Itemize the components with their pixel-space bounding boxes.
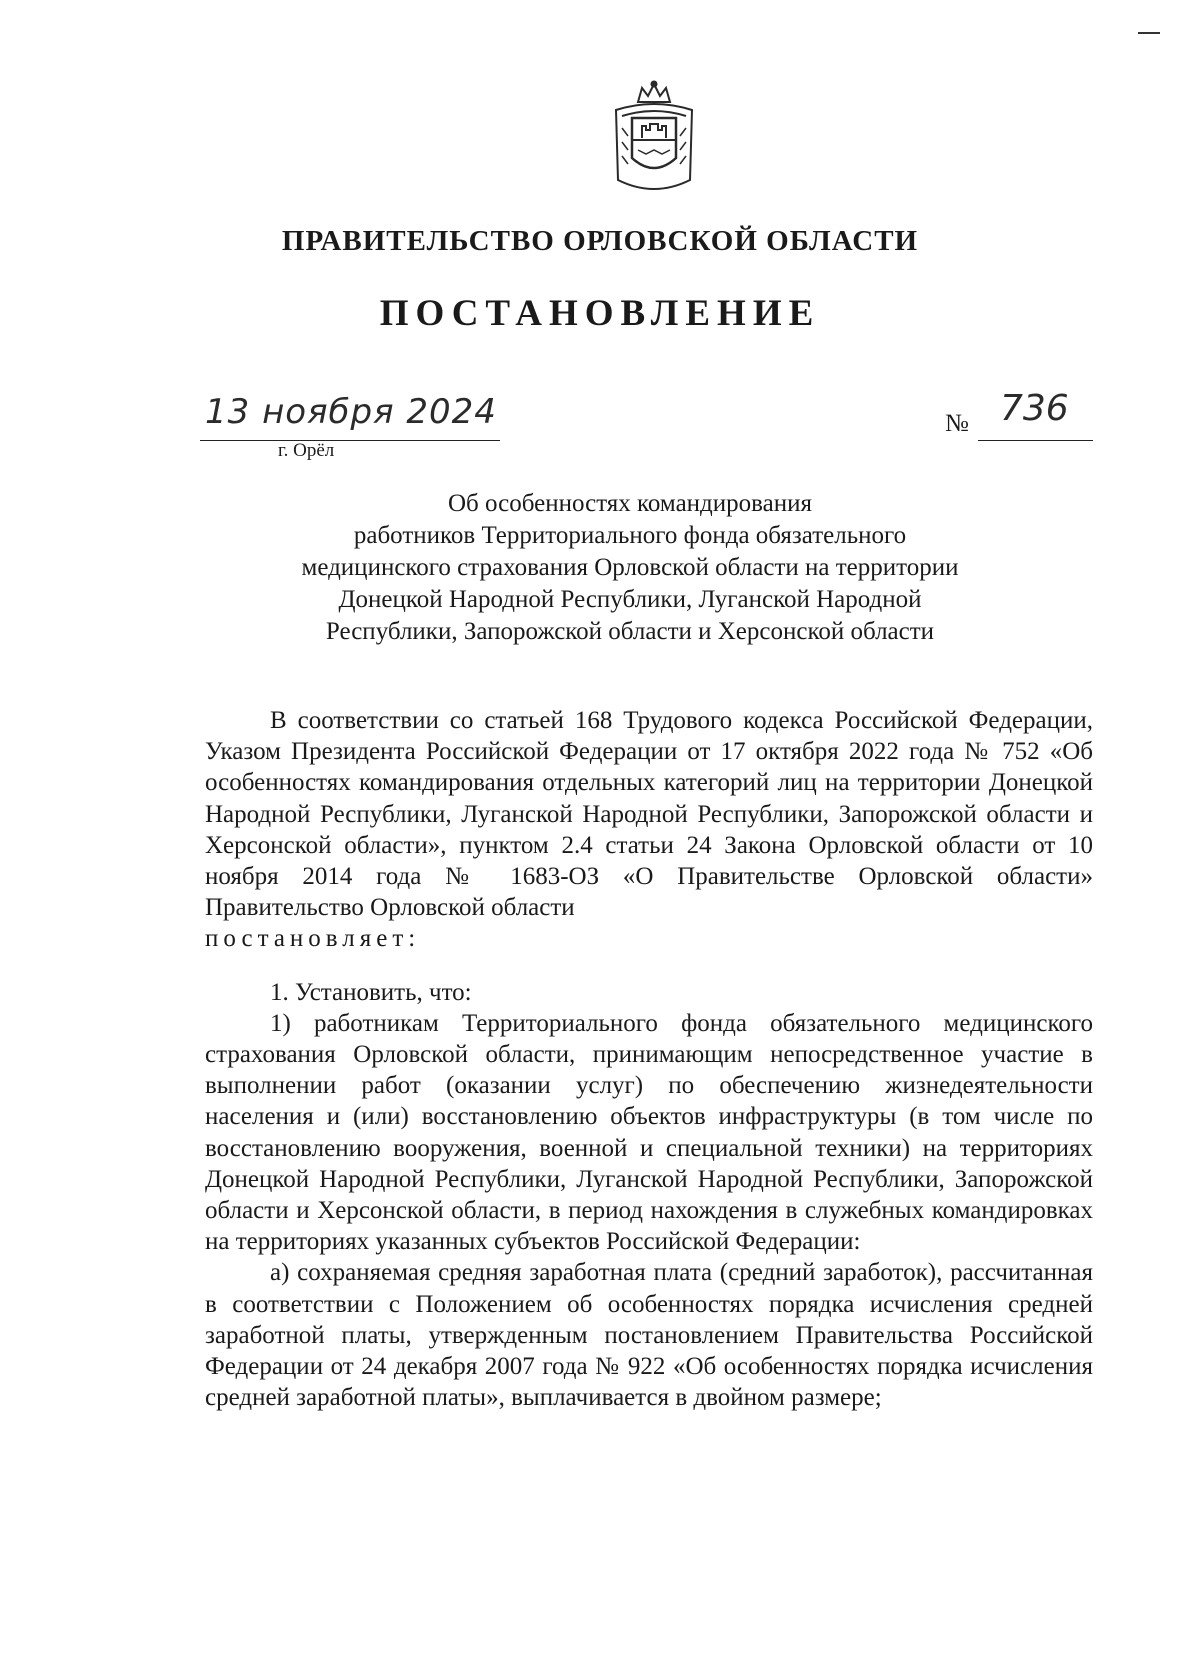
- organization-name: ПРАВИТЕЛЬСТВО ОРЛОВСКОЙ ОБЛАСТИ: [281, 225, 919, 257]
- document-body: [205, 705, 1093, 1413]
- clause-1-1-a: а) сохраняемая средняя заработная плата (средний заработок), рассчитанная в соответствии с Положением об особенностях порядка исчисления средней заработной платы, утвержденным постановлением Правительства Российской Федерации от 24 декабря 2007 года № 922 «Об особенностях порядка исчисления средней заработной платы», выплачивается в двойном размере;: [205, 1259, 1093, 1412]
- title-line: Донецкой Народной Республики, Луганской Народной: [338, 586, 922, 613]
- coat-of-arms-icon: [608, 80, 700, 200]
- clause-1: 1. Установить, что:: [270, 978, 472, 1006]
- number-underline: [978, 440, 1093, 441]
- title-line: медицинского страхования Орловской области на территории: [301, 554, 959, 581]
- preamble-text: В соответствии со статьей 168 Трудового кодекса Российской Федерации, Указом Президента Российской Федерации от 17 октября 2022 года № 752 «Об особенностях командирования отдельных категорий лиц на территории Донецкой Народной Республики, Луганской Народной Республики, Запорожской области и Херсонской области», пунктом 2.4 статьи 24 Закона Орловской области от 10 ноября 2014 года № 1683-ОЗ «О Правительстве Орловской области» Правительство Орловской области: [205, 707, 1093, 922]
- title-line: работников Территориального фонда обязательного: [353, 522, 907, 549]
- scan-edge-mark: [1138, 32, 1160, 34]
- number-label: №: [945, 410, 969, 437]
- resolves-word: постановляет:: [205, 925, 421, 953]
- title-line: Республики, Запорожской области и Херсонской области: [325, 618, 935, 645]
- date-underline: [200, 440, 500, 441]
- handwritten-date: 13 ноября 2024: [205, 392, 497, 432]
- handwritten-number: 736: [1000, 388, 1069, 429]
- title-line: Об особенностях командирования: [447, 490, 812, 517]
- clause-1-1: 1) работникам Территориального фонда обязательного медицинского страхования Орловской области, принимающим непосредственное участие в выполнении работ (оказании услуг) по обеспечению жизнедеятельности населения и (или) восстановлению объектов инфраструктуры (в том числе по восстановлению вооружения, военной и специальной техники) на территориях Донецкой Народной Республики, Луганской Народной Республики, Запорожской области и Херсонской области, в период нахождения в служебных командировках на территориях указанных субъектов Российской Федерации:: [205, 1009, 1093, 1256]
- preamble-paragraph: [205, 705, 1093, 955]
- document-title: [260, 488, 1000, 648]
- city: г. Орёл: [278, 440, 335, 461]
- document-type: ПОСТАНОВЛЕНИЕ: [379, 293, 821, 334]
